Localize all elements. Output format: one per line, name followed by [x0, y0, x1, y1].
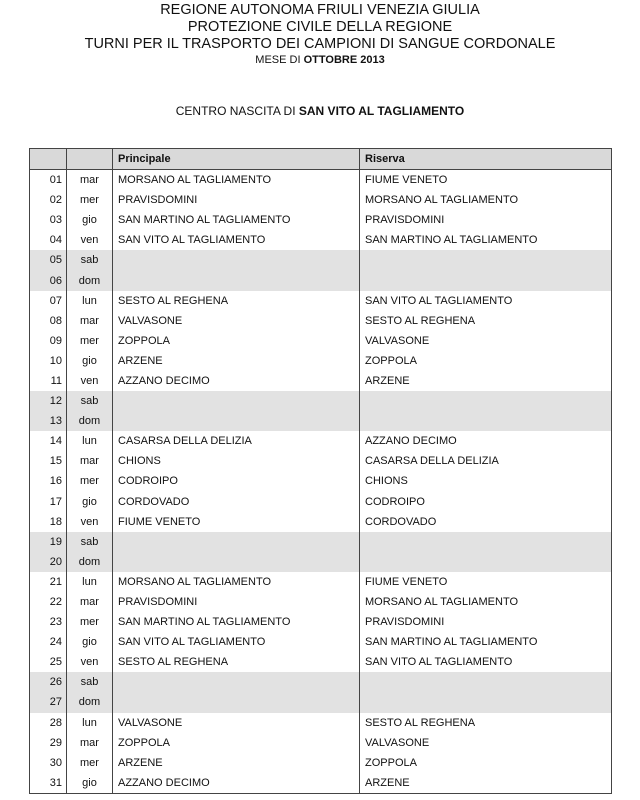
row-day: 02 [30, 190, 67, 210]
row-principale: ARZENE [113, 753, 360, 773]
table-row [30, 230, 612, 250]
table-row [30, 351, 612, 371]
row-day: 13 [30, 411, 67, 431]
row-riserva [360, 672, 612, 692]
table-row [30, 692, 612, 712]
row-riserva: CASARSA DELLA DELIZIA [360, 451, 612, 471]
row-day: 27 [30, 692, 67, 712]
row-day: 04 [30, 230, 67, 250]
row-dow: sab [67, 532, 113, 552]
row-dow: mer [67, 471, 113, 491]
table-row [30, 190, 612, 210]
table-row [30, 753, 612, 773]
row-principale: AZZANO DECIMO [113, 371, 360, 391]
row-dow: mer [67, 331, 113, 351]
table-row [30, 713, 612, 733]
row-principale [113, 250, 360, 270]
row-dow: gio [67, 632, 113, 652]
row-principale [113, 532, 360, 552]
row-riserva [360, 692, 612, 712]
row-principale: VALVASONE [113, 311, 360, 331]
month-line [0, 53, 640, 67]
row-day: 20 [30, 552, 67, 572]
month-prefix: MESE DI [255, 54, 301, 66]
row-riserva [360, 552, 612, 572]
row-riserva: ARZENE [360, 371, 612, 391]
row-dow: mar [67, 733, 113, 753]
row-principale: SESTO AL REGHENA [113, 291, 360, 311]
table-row [30, 210, 612, 230]
row-day: 18 [30, 512, 67, 532]
centro-value: SAN VITO AL TAGLIAMENTO [298, 104, 465, 118]
row-dow: lun [67, 572, 113, 592]
row-principale [113, 270, 360, 290]
row-dow: gio [67, 351, 113, 371]
row-riserva: CHIONS [360, 471, 612, 491]
row-riserva: MORSANO AL TAGLIAMENTO [360, 592, 612, 612]
table-row [30, 471, 612, 491]
schedule-title: TURNI PER IL TRASPORTO DEI CAMPIONI DI SANGUE CORDONALE [84, 36, 556, 52]
row-dow: dom [67, 270, 113, 290]
row-principale [113, 391, 360, 411]
row-dow: sab [67, 672, 113, 692]
row-day: 28 [30, 713, 67, 733]
row-principale: AZZANO DECIMO [113, 773, 360, 794]
table-row [30, 270, 612, 290]
table-row [30, 451, 612, 471]
table-row [30, 250, 612, 270]
row-riserva: CODROIPO [360, 492, 612, 512]
row-riserva [360, 270, 612, 290]
row-day: 05 [30, 250, 67, 270]
table-row [30, 512, 612, 532]
row-dow: mar [67, 451, 113, 471]
row-day: 09 [30, 331, 67, 351]
row-riserva: SAN VITO AL TAGLIAMENTO [360, 652, 612, 672]
row-dow: gio [67, 210, 113, 230]
row-riserva: SAN VITO AL TAGLIAMENTO [360, 291, 612, 311]
row-principale: CORDOVADO [113, 492, 360, 512]
row-day: 07 [30, 291, 67, 311]
row-dow: gio [67, 492, 113, 512]
row-day: 21 [30, 572, 67, 592]
agency-title: PROTEZIONE CIVILE DELLA REGIONE [187, 19, 453, 35]
row-day: 30 [30, 753, 67, 773]
table-row [30, 532, 612, 552]
table-row [30, 592, 612, 612]
row-principale: MORSANO AL TAGLIAMENTO [113, 572, 360, 592]
row-principale: CASARSA DELLA DELIZIA [113, 431, 360, 451]
row-day: 25 [30, 652, 67, 672]
row-riserva: PRAVISDOMINI [360, 612, 612, 632]
table-row [30, 492, 612, 512]
row-dow: ven [67, 371, 113, 391]
row-principale: ZOPPOLA [113, 331, 360, 351]
row-day: 01 [30, 170, 67, 191]
row-riserva [360, 250, 612, 270]
table-row [30, 431, 612, 451]
row-riserva: ZOPPOLA [360, 351, 612, 371]
table-row [30, 652, 612, 672]
row-day: 29 [30, 733, 67, 753]
row-day: 26 [30, 672, 67, 692]
row-riserva: SAN MARTINO AL TAGLIAMENTO [360, 230, 612, 250]
table-row [30, 632, 612, 652]
table-row [30, 552, 612, 572]
table-header-row [30, 149, 612, 170]
row-principale: SAN VITO AL TAGLIAMENTO [113, 632, 360, 652]
row-dow: lun [67, 291, 113, 311]
row-riserva: ZOPPOLA [360, 753, 612, 773]
row-day: 19 [30, 532, 67, 552]
row-principale: PRAVISDOMINI [113, 190, 360, 210]
table-row [30, 371, 612, 391]
row-riserva [360, 532, 612, 552]
row-day: 23 [30, 612, 67, 632]
table-row [30, 411, 612, 431]
row-principale: CODROIPO [113, 471, 360, 491]
row-dow: lun [67, 713, 113, 733]
header-dow [67, 149, 113, 170]
row-dow: ven [67, 652, 113, 672]
row-riserva: SESTO AL REGHENA [360, 311, 612, 331]
row-principale: ZOPPOLA [113, 733, 360, 753]
header-day [30, 149, 67, 170]
row-day: 14 [30, 431, 67, 451]
row-principale [113, 672, 360, 692]
row-principale: CHIONS [113, 451, 360, 471]
row-riserva [360, 411, 612, 431]
row-riserva: FIUME VENETO [360, 572, 612, 592]
table-row [30, 391, 612, 411]
row-day: 16 [30, 471, 67, 491]
row-dow: mer [67, 753, 113, 773]
document-header [0, 2, 640, 67]
row-principale [113, 692, 360, 712]
row-dow: dom [67, 692, 113, 712]
row-day: 12 [30, 391, 67, 411]
row-day: 17 [30, 492, 67, 512]
header-principale: Principale [113, 149, 360, 170]
row-principale: VALVASONE [113, 713, 360, 733]
row-dow: mar [67, 170, 113, 191]
row-dow: mar [67, 311, 113, 331]
table-row [30, 331, 612, 351]
schedule-table [29, 148, 612, 794]
row-day: 31 [30, 773, 67, 794]
row-principale: SAN MARTINO AL TAGLIAMENTO [113, 612, 360, 632]
row-principale: PRAVISDOMINI [113, 592, 360, 612]
row-principale: SAN VITO AL TAGLIAMENTO [113, 230, 360, 250]
table-row [30, 612, 612, 632]
table-row [30, 672, 612, 692]
row-principale: SESTO AL REGHENA [113, 652, 360, 672]
row-principale: ARZENE [113, 351, 360, 371]
centro-line [0, 104, 640, 118]
table-row [30, 773, 612, 794]
row-dow: mer [67, 612, 113, 632]
row-riserva: PRAVISDOMINI [360, 210, 612, 230]
table-row [30, 733, 612, 753]
row-dow: ven [67, 512, 113, 532]
table-row [30, 311, 612, 331]
row-dow: sab [67, 391, 113, 411]
row-dow: dom [67, 411, 113, 431]
row-day: 24 [30, 632, 67, 652]
row-riserva: MORSANO AL TAGLIAMENTO [360, 190, 612, 210]
row-riserva [360, 391, 612, 411]
row-principale: SAN MARTINO AL TAGLIAMENTO [113, 210, 360, 230]
row-day: 10 [30, 351, 67, 371]
table-body [30, 170, 612, 794]
row-riserva: CORDOVADO [360, 512, 612, 532]
row-riserva: FIUME VENETO [360, 170, 612, 191]
row-day: 11 [30, 371, 67, 391]
row-dow: mer [67, 190, 113, 210]
row-dow: gio [67, 773, 113, 794]
table-row [30, 572, 612, 592]
header-riserva: Riserva [360, 149, 612, 170]
row-principale [113, 552, 360, 572]
row-dow: mar [67, 592, 113, 612]
row-principale: MORSANO AL TAGLIAMENTO [113, 170, 360, 191]
row-riserva: VALVASONE [360, 733, 612, 753]
row-riserva: VALVASONE [360, 331, 612, 351]
row-principale [113, 411, 360, 431]
row-principale: FIUME VENETO [113, 512, 360, 532]
row-dow: ven [67, 230, 113, 250]
row-riserva: SAN MARTINO AL TAGLIAMENTO [360, 632, 612, 652]
row-day: 06 [30, 270, 67, 290]
row-day: 22 [30, 592, 67, 612]
row-riserva: ARZENE [360, 773, 612, 794]
row-dow: sab [67, 250, 113, 270]
region-title: REGIONE AUTONOMA FRIULI VENEZIA GIULIA [160, 2, 480, 18]
row-riserva: SESTO AL REGHENA [360, 713, 612, 733]
table-row [30, 170, 612, 191]
centro-prefix: CENTRO NASCITA DI [175, 104, 296, 118]
row-day: 03 [30, 210, 67, 230]
table-row [30, 291, 612, 311]
row-dow: lun [67, 431, 113, 451]
row-day: 08 [30, 311, 67, 331]
row-day: 15 [30, 451, 67, 471]
month-value: OTTOBRE 2013 [303, 54, 385, 66]
row-riserva: AZZANO DECIMO [360, 431, 612, 451]
row-dow: dom [67, 552, 113, 572]
